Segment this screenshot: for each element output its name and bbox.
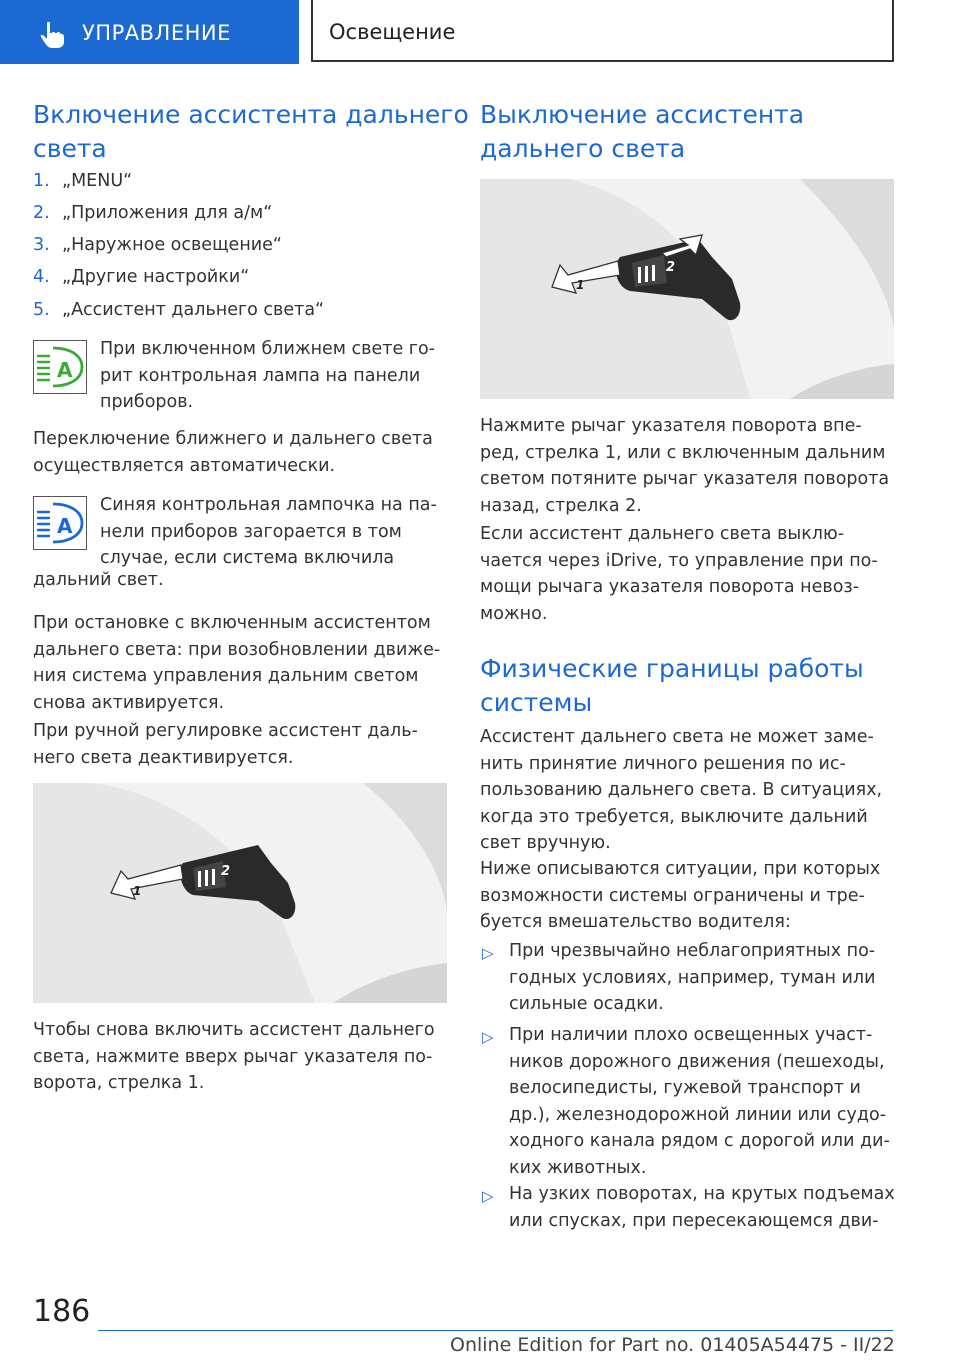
text-line: случае, если система включила <box>100 548 395 568</box>
paragraph <box>480 856 880 936</box>
paragraph <box>33 718 418 771</box>
text-line: назад, стрелка 2. <box>480 495 642 516</box>
text-line: светом потяните рычаг указателя поворота <box>480 469 890 489</box>
paragraph <box>33 610 440 716</box>
text-line: буется вмешательство водителя: <box>480 912 791 932</box>
text-line: При чрезвычайно неблагоприятных по- <box>509 941 876 961</box>
section-heading <box>480 98 804 166</box>
text-line: мощи рычага указателя поворота невоз- <box>480 577 860 597</box>
paragraph <box>480 724 882 857</box>
heading-line: Физические границы работы <box>480 654 864 683</box>
text-line: велосипедисты, гужевой транспорт и <box>509 1078 861 1098</box>
step-number: 1. <box>33 171 50 191</box>
paragraph <box>480 413 889 519</box>
text-line: др.), железнодорожной линии или судо- <box>509 1104 887 1125</box>
step-text: „Другие настройки“ <box>62 267 250 287</box>
arrow-label-1: 1 <box>133 884 142 898</box>
text-line: возможности системы ограничены и тре- <box>480 885 865 906</box>
text-line: Ниже описываются ситуации, при которых <box>480 859 881 879</box>
text-line: свет вручную. <box>480 833 611 853</box>
arrow-label-2: 2 <box>666 260 676 275</box>
section-label: УПРАВЛЕНИЕ <box>82 21 231 45</box>
text-line: дальнего света: при возобновлении движе- <box>33 639 441 660</box>
text-line: дальний свет. <box>33 570 164 590</box>
bullet-triangle-icon: ▷ <box>482 1028 494 1046</box>
text-line: ких животных. <box>509 1157 647 1178</box>
text-line: сильные осадки. <box>509 994 664 1014</box>
paragraph <box>33 426 433 479</box>
step-text: „MENU“ <box>62 171 133 191</box>
heading-line: дальнего света <box>480 134 686 163</box>
text-line: приборов. <box>100 392 194 412</box>
bullet-triangle-icon: ▷ <box>482 1187 494 1205</box>
paragraph <box>480 521 878 627</box>
arrow-label-1: 1 <box>576 278 585 292</box>
figure-caption <box>33 1017 435 1097</box>
text-line: При остановке с включенным ассистентом <box>33 613 431 633</box>
text-line: осуществляется автоматически. <box>33 455 336 476</box>
text-line: чается через iDrive, то управление при по- <box>480 550 878 571</box>
step-number: 4. <box>33 267 50 287</box>
heading-line: света <box>33 134 107 163</box>
text-line: При наличии плохо освещенных участ- <box>509 1025 873 1045</box>
edition-note: Online Edition for Part no. 01405A54475 - II/22 <box>450 1334 895 1356</box>
text-line: Нажмите рычаг указателя поворота впе- <box>480 416 862 436</box>
text-line: можно. <box>480 603 548 624</box>
section-tab <box>0 0 299 64</box>
text-line: ходного канала рядом с дорогой или ди- <box>509 1131 890 1151</box>
lever-push-image <box>33 783 447 1003</box>
footer-divider <box>98 1330 893 1331</box>
text-line: снова активируется. <box>33 692 225 713</box>
step-number: 3. <box>33 235 50 255</box>
step-text: „Ассистент дальнего света“ <box>62 300 325 320</box>
text-line: При включенном ближнем свете го- <box>100 339 435 359</box>
text-line: нели приборов загорается в том <box>100 521 402 542</box>
svg-text:A: A <box>57 358 73 382</box>
text-line: ред, стрелка 1, или с включенным дальним <box>480 442 886 463</box>
indicator-note <box>100 492 437 572</box>
bullet-triangle-icon: ▷ <box>482 944 494 962</box>
text-line: На узких поворотах, на крутых подъемах <box>509 1184 895 1204</box>
section-heading <box>480 652 864 720</box>
text-line: годных условиях, например, туман или <box>509 967 876 988</box>
text-line: пользованию дальнего света. В ситуациях, <box>480 780 883 800</box>
text-line: Если ассистент дальнего света выклю- <box>480 524 845 544</box>
text-line: ников дорожного движения (пешеходы, <box>509 1051 885 1072</box>
text-line: ворота, стрелка 1. <box>33 1073 205 1093</box>
section-heading <box>33 98 469 166</box>
lever-illustration <box>480 179 894 399</box>
indicator-note <box>100 336 435 416</box>
text-line: Чтобы снова включить ассистент дальнего <box>33 1020 435 1040</box>
text-line: или спусках, при пересекающемся дви- <box>509 1210 879 1231</box>
bullet-item <box>509 938 875 1018</box>
step-text: „Наружное освещение“ <box>62 235 282 255</box>
topic-box <box>311 0 894 62</box>
step-number: 2. <box>33 203 50 223</box>
high-beam-assistant-green-icon <box>33 340 87 394</box>
text-line: Переключение ближнего и дальнего света <box>33 429 433 449</box>
text-line: когда это требуется, выключите дальний <box>480 806 868 827</box>
text-line: ния система управления дальним светом <box>33 666 419 686</box>
step-text: „Приложения для а/м“ <box>62 203 273 223</box>
topic-label: Освещение <box>329 20 456 44</box>
arrow-label-2: 2 <box>221 864 231 879</box>
text-line: света, нажмите вверх рычаг указателя по- <box>33 1046 433 1067</box>
bullet-item <box>509 1181 895 1234</box>
text-line: При ручной регулировке ассистент даль- <box>33 721 418 741</box>
step-number: 5. <box>33 300 50 320</box>
hand-pointer-icon <box>38 20 68 50</box>
page-number: 186 <box>33 1294 91 1329</box>
heading-line: системы <box>480 688 593 717</box>
text-line: Ассистент дальнего света не может заме- <box>480 727 874 747</box>
text-line: нить принятие личного решения по ис- <box>480 753 846 774</box>
high-beam-assistant-blue-icon <box>33 496 87 550</box>
text-line: Синяя контрольная лампочка на па- <box>100 495 437 515</box>
svg-text:A: A <box>57 514 73 538</box>
text-line: него света деактивируется. <box>33 747 294 768</box>
lever-illustration <box>33 783 447 1003</box>
heading-line: Выключение ассистента <box>480 100 805 129</box>
text-line: рит контрольная лампа на панели <box>100 365 421 386</box>
heading-line: Включение ассистента дальнего <box>33 100 469 129</box>
bullet-item <box>509 1022 890 1181</box>
lever-pull-image <box>480 179 894 399</box>
